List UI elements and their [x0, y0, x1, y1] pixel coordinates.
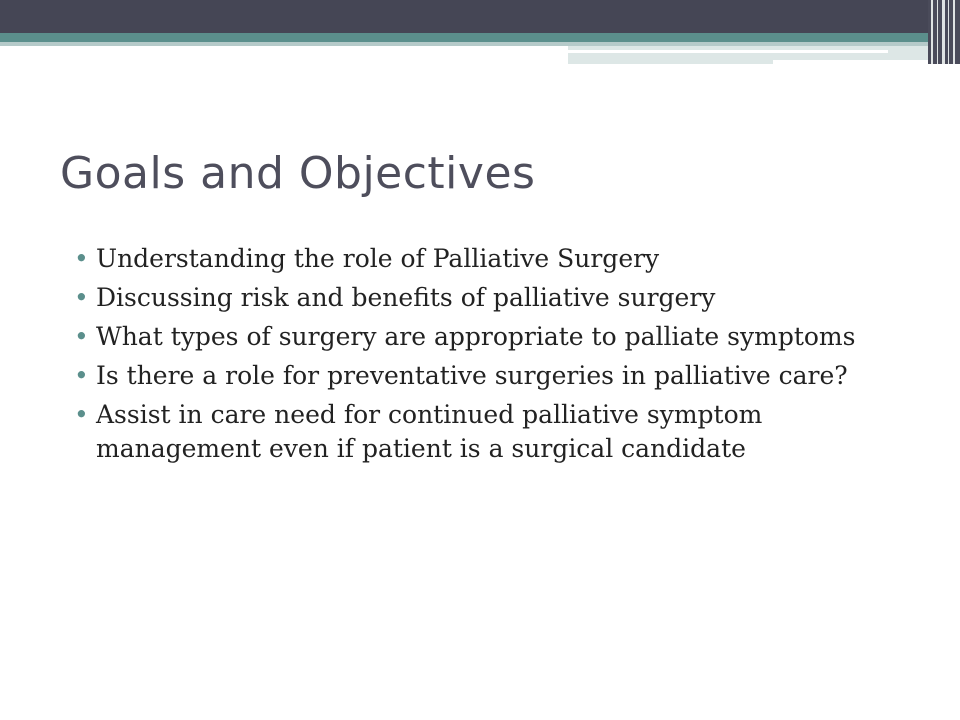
bullet-item — [74, 281, 894, 315]
bullet-item — [74, 359, 894, 393]
bullet-text: Assist in care need for continued palliative symptom management even if patient is a surgical candidate — [96, 400, 763, 463]
slide-title: Goals and Objectives — [60, 148, 536, 199]
header-band-teal — [0, 33, 960, 42]
bullet-list — [74, 242, 894, 471]
bullet-icon: • — [74, 361, 89, 390]
corner-stripe — [942, 0, 945, 64]
bullet-text: What types of surgery are appropriate to palliate symptoms — [96, 322, 856, 351]
bullet-text: Is there a role for preventative surgeries in palliative care? — [96, 361, 848, 390]
bullet-item — [74, 398, 894, 466]
corner-stripe — [948, 0, 949, 64]
header-accent-line — [568, 50, 888, 53]
bullet-icon: • — [74, 322, 89, 351]
bullet-item — [74, 320, 894, 354]
bullet-item — [74, 242, 894, 276]
bullet-icon: • — [74, 400, 89, 429]
bullet-text: Understanding the role of Palliative Surgery — [96, 244, 660, 273]
corner-stripe — [953, 0, 955, 64]
corner-stripe — [931, 0, 933, 64]
bullet-icon: • — [74, 244, 89, 273]
corner-stripe — [937, 0, 938, 64]
header-band-dark — [0, 0, 960, 33]
header-accent-notch — [773, 60, 940, 64]
bullet-icon: • — [74, 283, 89, 312]
bullet-text: Discussing risk and benefits of palliative surgery — [96, 283, 716, 312]
